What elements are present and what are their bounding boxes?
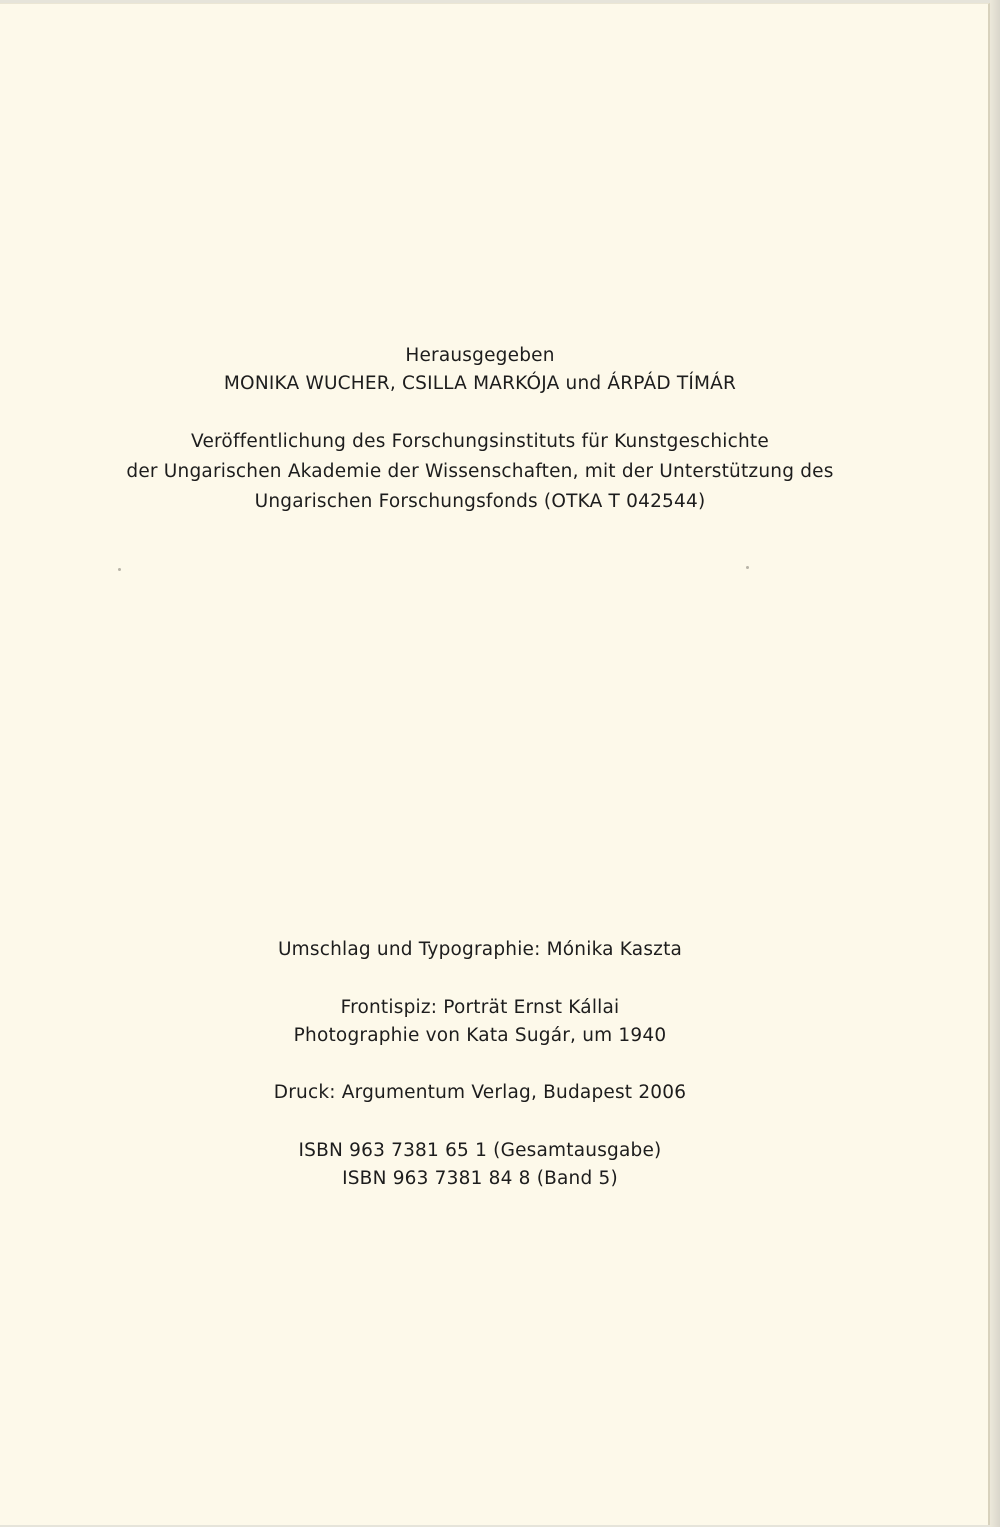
paper-speck: [746, 566, 749, 569]
editors-names: MONIKA WUCHER, CSILLA MARKÓJA und ÁRPÁD TÍMÁR: [223, 373, 737, 394]
frontispiece-block: [0, 994, 960, 1050]
cover-typography-credit: Umschlag und Typographie: Mónika Kaszta: [277, 939, 683, 960]
isbn-block: [0, 1137, 960, 1193]
paper-speck: [118, 568, 121, 571]
frontispiece-credit: Frontispiz: Porträt Ernst Kállai: [340, 997, 620, 1018]
printing-block: [0, 1078, 960, 1108]
book-page: [0, 3, 990, 1525]
editors-heading: Herausgegeben: [405, 345, 555, 366]
publication-note-line-2: der Ungarischen Akademie der Wissenschaften, mit der Unterstützung des: [126, 461, 834, 482]
cover-typography-credit-block: [0, 935, 960, 965]
publication-note-line-3: Ungarischen Forschungsfonds (OTKA T 042544): [254, 491, 706, 512]
editors-block: [0, 342, 960, 398]
publication-note-block: [0, 427, 960, 517]
page-edge-shadow: [990, 0, 1000, 1527]
printing-credit: Druck: Argumentum Verlag, Budapest 2006: [273, 1082, 687, 1103]
publication-note-line-1: Veröffentlichung des Forschungsinstituts für Kunstgeschichte: [191, 431, 769, 452]
photography-credit: Photographie von Kata Sugár, um 1940: [293, 1025, 667, 1046]
isbn-complete-edition: ISBN 963 7381 65 1 (Gesamtausgabe): [298, 1140, 662, 1161]
isbn-volume: ISBN 963 7381 84 8 (Band 5): [342, 1168, 618, 1189]
